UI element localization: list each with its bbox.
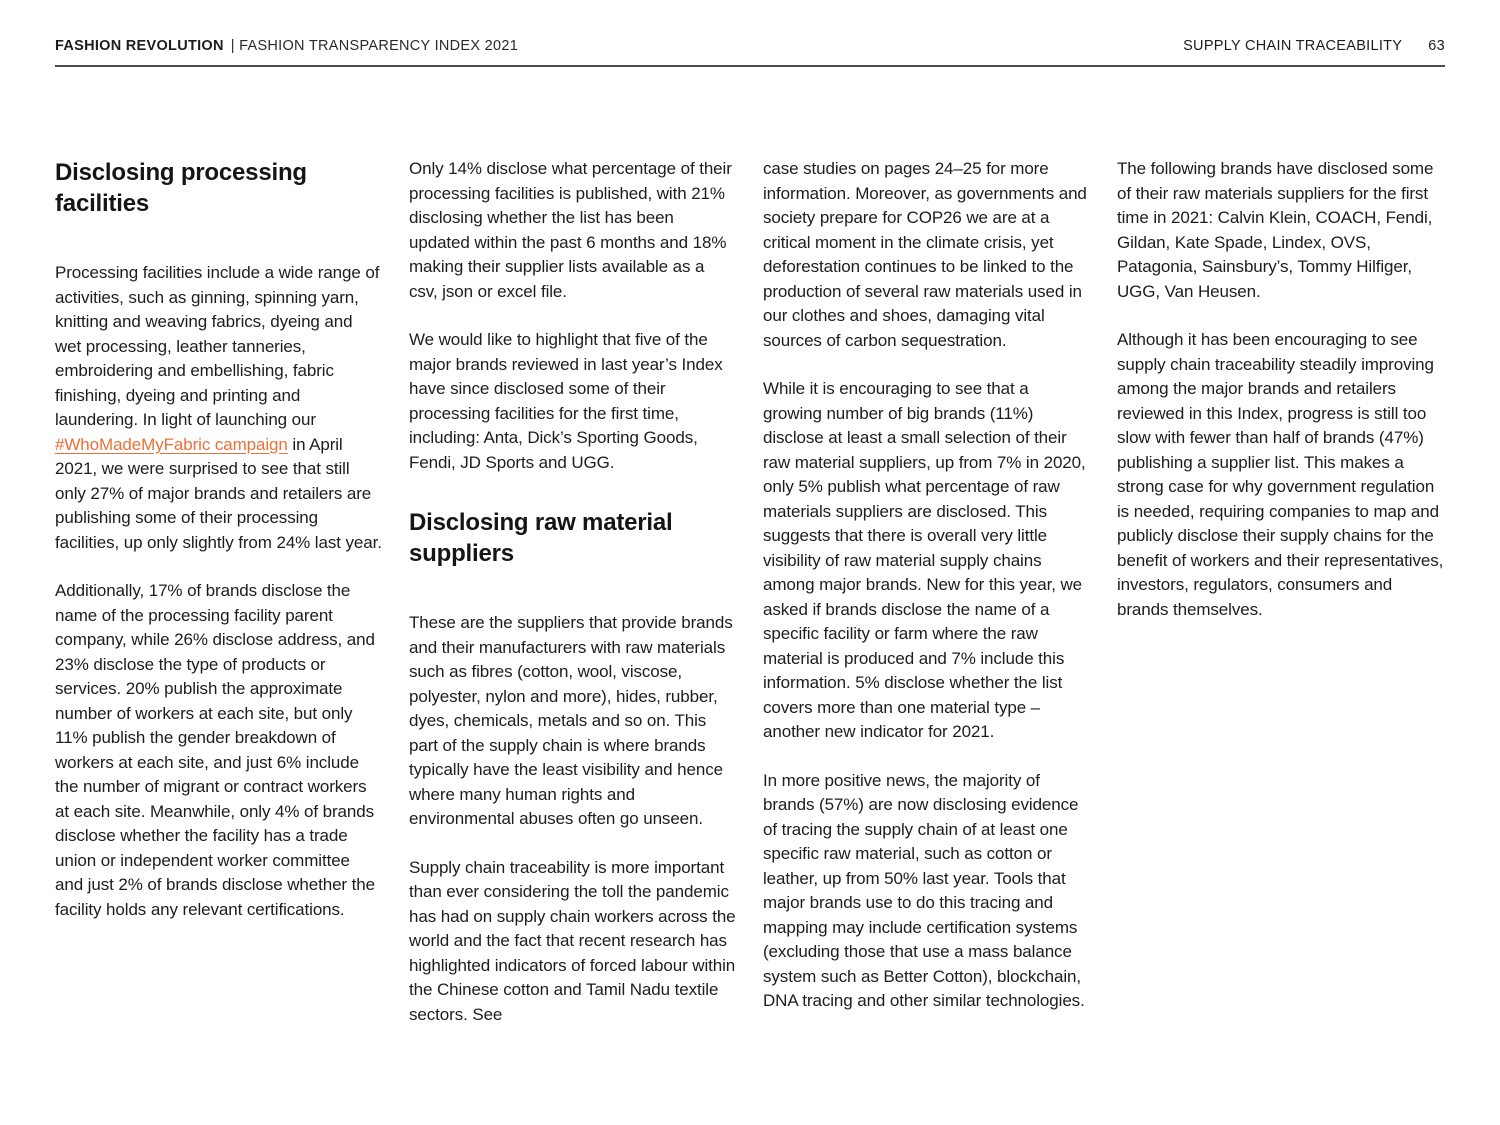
paragraph: The following brands have disclosed some of their raw materials suppliers for the first time in 2021: Calvin Klein, COACH, Fendi, Gildan, Kate Spade, Lindex, OVS, Patagonia, Sainsbury’s, Tommy Hilfiger, UGG, Van Heusen.: [1117, 159, 1434, 301]
column-2: [409, 157, 736, 1051]
paragraph: case studies on pages 24–25 for more information. Moreover, as governments and society prepare for COP26 we are at a critical moment in the climate crisis, yet deforestation continues to be linked to the production of several raw materials used in our clothes and shoes, damaging vital sources of carbon sequestration.: [763, 159, 1087, 350]
report-title: | FASHION TRANSPARENCY INDEX 2021: [230, 38, 519, 54]
header-rule: [55, 65, 1445, 67]
brand-name: FASHION REVOLUTION: [55, 38, 224, 54]
whomademyfabric-campaign-link[interactable]: #WhoMadeMyFabric campaign: [55, 434, 288, 454]
paragraph: Supply chain traceability is more important than ever considering the toll the pandemic has had on supply chain workers across the world and the fact that recent research has highlighted indicators of forced labour within the Chinese cotton and Tamil Nadu textile sectors. See: [409, 857, 736, 1024]
paragraph: Although it has been encouraging to see supply chain traceability steadily improving among the major brands and retailers reviewed in this Index, progress is still too slow with fewer than half of brands (47%) publishing a supplier list. This makes a strong case for why government regulation is needed, requiring companies to map and publicly disclose their supply chains for the benefit of workers and their representatives, investors, regulators, consumers and brands themselves.: [1117, 330, 1444, 619]
column-1: [55, 157, 382, 1051]
header-right: [1183, 38, 1445, 54]
paragraph: [55, 261, 382, 555]
paragraph: These are the suppliers that provide brands and their manufacturers with raw materials such as fibres (cotton, wool, viscose, polyester, nylon and more), hides, rubber, dyes, chemicals, metals and so on. This part of the supply chain is where brands typically have the least visibility and hence where many human rights and environmental abuses often go unseen.: [409, 613, 733, 828]
heading-disclosing-raw-material-suppliers: Disclosing raw material suppliers: [409, 509, 673, 567]
column-3: [763, 157, 1090, 1051]
paragraph: Only 14% disclose what percentage of their processing facilities is published, with 21% disclosing whether the list has been updated within the past 6 months and 18% making their supplier lists available as a csv, json or excel file.: [409, 159, 732, 301]
paragraph: Additionally, 17% of brands disclose the name of the processing facility parent company, while 26% disclose address, and 23% disclose the type of products or services. 20% publish the approximate number of workers at each site, but only 11% publish the gender breakdown of workers at each site, and just 6% include the number of migrant or contract workers at each site. Meanwhile, only 4% of brands disclose whether the facility has a trade union or independent worker committee and just 2% of brands disclose whether the facility holds any relevant certifications.: [55, 581, 375, 919]
heading-disclosing-processing-facilities: Disclosing processing facilities: [55, 159, 307, 217]
column-4: [1117, 157, 1444, 1051]
paragraph: In more positive news, the majority of brands (57%) are now disclosing evidence of tracing the supply chain of at least one specific raw material, such as cotton or leather, up from 50% last year. Tools that major brands use to do this tracing and mapping may include certification systems (excluding those that use a mass balance system such as Better Cotton), blockchain, DNA tracing and other similar technologies.: [763, 770, 1085, 1010]
paragraph-text: in April 2021, we were surprised to see that still only 27% of major brands and retailers are publishing some of their processing facilities, up only slightly from 24% last year.: [55, 434, 382, 552]
header-left: [55, 38, 518, 54]
page-number: 63: [1428, 38, 1445, 54]
paragraph: While it is encouraging to see that a growing number of big brands (11%) disclose at least a small selection of their raw material suppliers, up from 7% in 2020, only 5% publish what percentage of raw materials suppliers are disclosed. This suggests that there is overall very little visibility of raw material supply chains among major brands. New for this year, we asked if brands disclose the name of a specific facility or farm where the raw material is produced and 7% include this information. 5% disclose whether the list covers more than one material type – another new indicator for 2021.: [763, 379, 1086, 741]
paragraph-text: Processing facilities include a wide range of activities, such as ginning, spinning yarn, knitting and weaving fabrics, dyeing and wet processing, leather tanneries, embroidering and embellishing, fabric finishing, dyeing and printing and laundering. In light of launching our: [55, 263, 380, 429]
paragraph: We would like to highlight that five of the major brands reviewed in last year’s Index have since disclosed some of their processing facilities for the first time, including: Anta, Dick’s Sporting Goods, Fendi, JD Sports and UGG.: [409, 330, 723, 472]
section-title: SUPPLY CHAIN TRACEABILITY: [1183, 38, 1403, 54]
running-header: [55, 38, 1445, 54]
text-columns: [55, 157, 1445, 1051]
